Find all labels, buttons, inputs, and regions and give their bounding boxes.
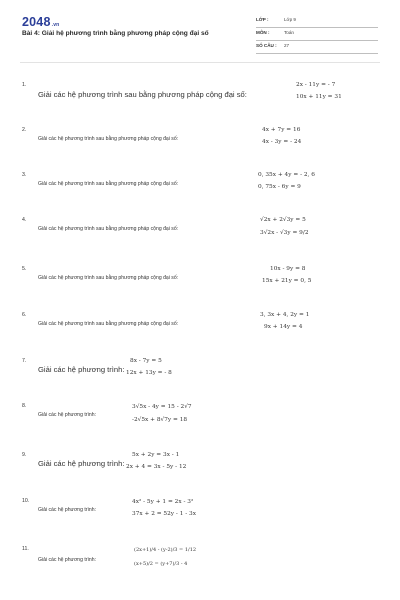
problem-number: 6. <box>22 312 27 318</box>
meta-value: Toán <box>284 30 294 35</box>
problem-prompt: Giải các hệ phương trình: <box>38 365 125 374</box>
equation: 15x + 21y = 0, 5 <box>262 278 312 284</box>
meta-value: Lớp 9 <box>284 17 296 22</box>
problem-prompt: Giải các hệ phương trình sau bằng phương pháp cộng đại số: <box>38 181 179 187</box>
equation: 4x² - 5y + 1 = 2x - 3² <box>132 499 194 505</box>
problem-number: 4. <box>22 217 27 223</box>
problem-number: 9. <box>22 452 27 458</box>
problem-number: 2. <box>22 127 27 133</box>
meta-label: LỚP : <box>256 17 269 22</box>
equation: (x+5)/2 = (y+7)/3 - 4 <box>134 561 188 567</box>
equation: 4x - 3y = - 24 <box>262 139 302 145</box>
equation: 9x + 14y = 4 <box>264 324 303 330</box>
equation: 2x + 4 = 3x - 5y - 12 <box>126 464 187 470</box>
equation: -2√5x + 8√7y = 18 <box>132 417 188 423</box>
problem-prompt: Giải các hệ phương trình: <box>38 412 97 418</box>
meta-label: MÔN : <box>256 30 270 35</box>
equation: 4x + 7y = 16 <box>262 127 301 133</box>
problem-prompt: Giải các hệ phương trình sau bằng phương pháp cộng đại số: <box>38 275 179 281</box>
problem-prompt: Giải các hệ phương trình sau bằng phương pháp cộng đại số: <box>38 321 179 327</box>
logo-suffix: .vn <box>51 22 60 28</box>
meta-label: SỐ CÂU : <box>256 43 277 48</box>
meta-subject <box>256 30 378 41</box>
equation: 12x + 13y = - 8 <box>126 370 172 376</box>
equation: 5x + 2y = 3x - 1 <box>132 452 180 458</box>
equation: √2x + 2√3y = 5 <box>260 217 306 223</box>
equation: 37x + 2 = 52y - 1 - 3x <box>132 511 197 517</box>
equation: 0, 75x - 6y = 9 <box>258 184 301 190</box>
meta-question-count <box>256 43 378 54</box>
meta-value: 27 <box>284 43 290 48</box>
problem-number: 3. <box>22 172 27 178</box>
problem-number: 5. <box>22 266 27 272</box>
equation: (2x+1)/4 - (y-2)/3 = 1/12 <box>134 547 197 553</box>
equation: 3, 3x + 4, 2y = 1 <box>260 312 310 318</box>
problem-prompt: Giải các hệ phương trình sau bằng phương pháp cộng đại số: <box>38 136 179 142</box>
equation: 3√2x - √3y = 9/2 <box>260 230 309 236</box>
equation: 3√5x - 4y = 15 - 2√7 <box>132 404 192 410</box>
equation: 8x - 7y = 5 <box>130 358 162 364</box>
meta-class <box>256 17 378 28</box>
logo-text: 2048 <box>22 15 51 29</box>
equation: 0, 35x + 4y = - 2, 6 <box>258 172 315 178</box>
header-divider <box>20 62 380 63</box>
equation: 10x - 9y = 8 <box>270 266 306 272</box>
problem-number: 1. <box>22 82 27 88</box>
problem-prompt: Giải các hệ phương trình: <box>38 557 97 563</box>
site-logo[interactable] <box>22 15 59 29</box>
worksheet-header <box>0 0 400 62</box>
problem-prompt: Giải các hệ phương trình sau bằng phương pháp cộng đại số: <box>38 226 179 232</box>
problem-prompt: Giải các hệ phương trình sau bằng phương pháp cộng đại số: <box>38 90 247 99</box>
equation: 2x - 11y = - 7 <box>296 82 336 88</box>
problem-number: 11. <box>22 546 29 552</box>
problem-number: 10. <box>22 498 30 504</box>
problem-number: 8. <box>22 403 27 409</box>
lesson-title: Bài 4: Giải hệ phương trình bằng phương pháp cộng đại số <box>22 30 209 37</box>
problem-prompt: Giải các hệ phương trình: <box>38 507 97 513</box>
problem-prompt: Giải các hệ phương trình: <box>38 459 125 468</box>
problem-number: 7. <box>22 358 27 364</box>
equation: 10x + 11y = 31 <box>296 94 342 100</box>
